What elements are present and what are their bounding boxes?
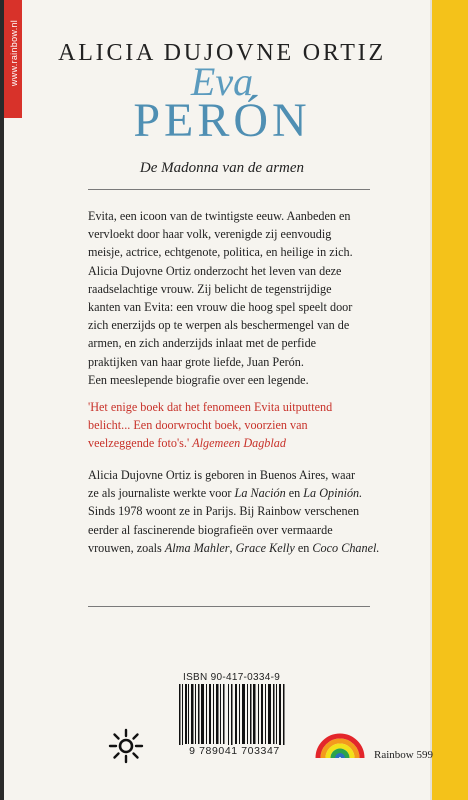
bio-text: en — [285, 486, 304, 501]
barcode-number: 9 789041 703347 — [172, 745, 297, 757]
blurb-line: meisje, actrice, echtgenote, politica, en heilige in zich. — [88, 245, 353, 260]
review-text: veelzeggende foto's.' — [88, 436, 190, 451]
blurb-paragraph — [88, 207, 388, 389]
blurb-line: Alicia Dujovne Ortiz onderzocht het leven van deze — [88, 263, 342, 278]
bio-text: vrouwen, zoals — [88, 540, 165, 555]
blurb-line: raadselachtige vrouw. Zij belicht de tegenstrijdige — [88, 281, 332, 296]
book-subtitle: De Madonna van de armen — [139, 160, 305, 176]
review-quote — [88, 398, 388, 453]
website-strip — [4, 0, 22, 118]
review-source: Algemeen Dagblad — [192, 436, 286, 451]
blurb-line: vervloekt door haar volk, verenigde zij eenvoudig — [88, 227, 332, 242]
review-line: belicht... Een doorwrocht boek, voorzien van — [88, 418, 308, 433]
sun-logo-icon — [108, 728, 144, 764]
isbn-label: ISBN 90-417-0334-9 — [183, 672, 281, 683]
rainbow-logo-icon — [314, 720, 366, 760]
blurb-line: Evita, een icoon van de twintigste eeuw. Aanbeden en — [88, 209, 351, 223]
bio-text: en — [294, 540, 313, 555]
newspaper-name: La Opinión. — [303, 486, 363, 501]
yellow-spine-band — [432, 0, 468, 800]
bottom-divider — [88, 606, 370, 607]
author-bio — [88, 466, 388, 557]
bio-line — [88, 484, 388, 502]
bio-line: Alicia Dujovne Ortiz is geboren in Buenos Aires, waar — [88, 468, 356, 482]
barcode-icon — [178, 684, 288, 750]
blurb-line: kanten van Evita: een vrouw die hoog spel speelt door — [88, 300, 353, 315]
review-line: 'Het enige boek dat het fenomeen Evita uitputtend — [88, 400, 333, 414]
bio-text: , — [229, 540, 236, 555]
review-line — [88, 434, 388, 452]
title-peron: PERÓN — [133, 94, 311, 147]
blurb-line: Een meeslepende biografie over een legende. — [88, 372, 309, 387]
title-eva: Eva — [190, 59, 254, 104]
publisher-label: Rainbow 599 — [374, 749, 433, 761]
bio-line — [88, 539, 388, 557]
newspaper-name: La Nación — [234, 486, 286, 501]
blurb-line: praktijken van haar grote liefde, Juan Perón. — [88, 354, 304, 369]
top-divider — [88, 189, 370, 190]
blurb-line: armen, en zich anderzijds inlaat met de perfide — [88, 336, 317, 351]
bio-text: ze als journaliste werkte voor — [88, 486, 235, 501]
author-name: ALICIA DUJOVNE ORTIZ — [58, 40, 386, 66]
website-label: www.rainbow.nl — [9, 19, 19, 87]
book-name: Coco Chanel. — [312, 540, 380, 555]
blurb-line: zich enerzijds op te werpen als beschermengel van de — [88, 318, 350, 333]
bio-line: Sinds 1978 woont ze in Parijs. Bij Rainbow verschenen — [88, 504, 360, 519]
book-name: Grace Kelly — [235, 540, 295, 555]
cover-edge-shadow — [0, 0, 4, 800]
bio-line: eerder al fascinerende biografieën over vermaarde — [88, 522, 333, 537]
book-name: Alma Mahler — [164, 540, 230, 555]
